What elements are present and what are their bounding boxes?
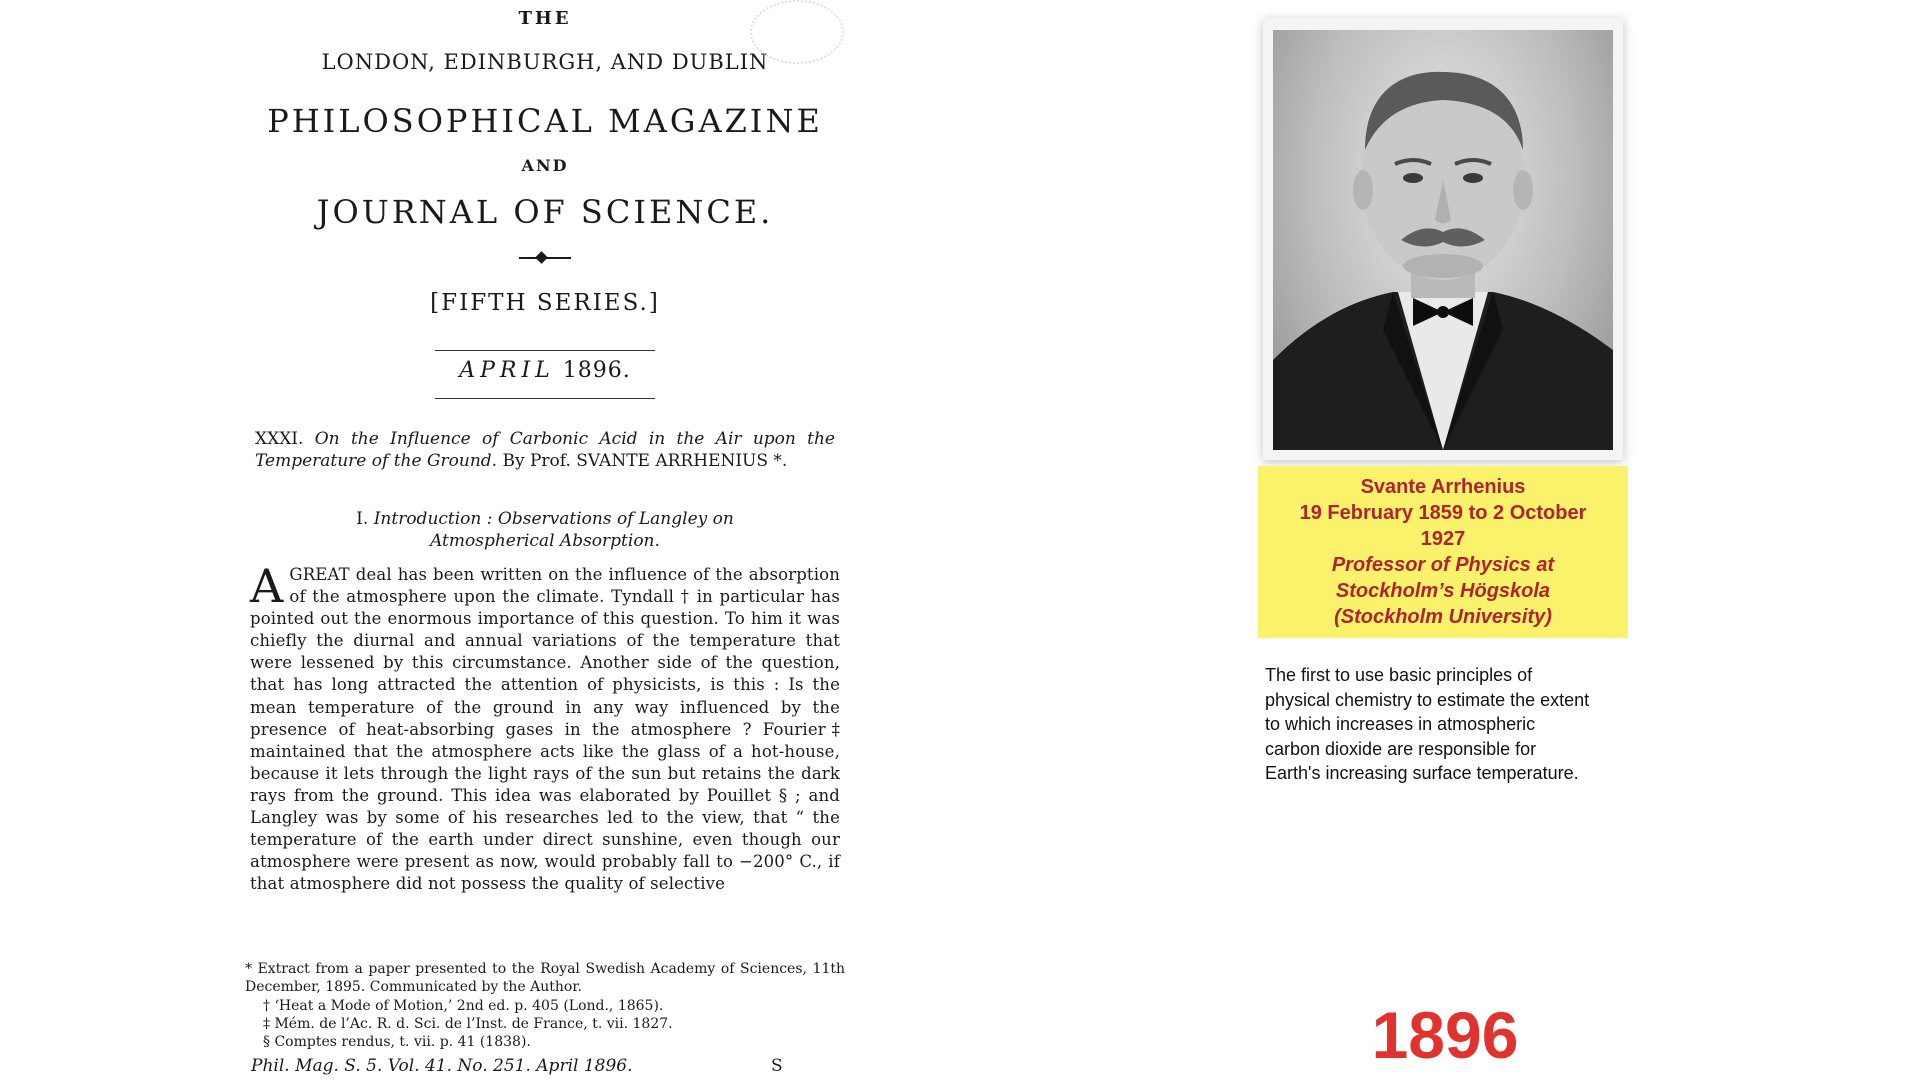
- footnote-section: § Comptes rendus, t. vii. p. 41 (1838).: [263, 1034, 531, 1050]
- section-number: I.: [356, 509, 369, 529]
- journal-title-science: JOURNAL OF SCIENCE.: [316, 193, 774, 231]
- rule-top: [435, 350, 655, 351]
- portrait-photo: [1273, 30, 1613, 450]
- rule-bottom: [435, 398, 655, 399]
- journal-series: [FIFTH SERIES.]: [430, 290, 660, 316]
- description-text: The first to use basic principles of physical chemistry to estimate the extent to which increases in atmospheric carbon dioxide are responsible for Earth's increasing surface temperature.: [1265, 665, 1590, 783]
- year-label: 1896: [1371, 998, 1519, 1072]
- caption-role-line-3: (Stockholm University): [1334, 606, 1552, 628]
- article-number: XXXI.: [255, 429, 304, 449]
- journal-and: AND: [521, 156, 569, 175]
- drop-cap: A: [250, 559, 284, 613]
- article-body: [250, 559, 840, 895]
- journal-the: THE: [518, 8, 572, 29]
- article-author: By Prof. SVANTE ARRHENIUS *.: [502, 451, 788, 471]
- caption-dates-line-2: 1927: [1420, 528, 1466, 550]
- footnote-dagger: † ‘Heat a Mode of Motion,’ 2nd ed. p. 405 (Lond., 1865).: [263, 998, 664, 1014]
- journal-footer-text: Phil. Mag. S. 5. Vol. 41. No. 251. April 1896.: [251, 1056, 633, 1076]
- journal-date: [245, 358, 845, 383]
- section-heading: [305, 508, 785, 552]
- article-body-text: GREAT deal has been written on the influence of the absorption of the atmosphere upon the climate. Tyndall † in particular has pointed out the enormous importance of this question. To him it was chiefly the diurnal and annual variations of the temperature that were lessened by this circumstance. Another side of the question, that has long attracted the attention of physicists, is this : Is the mean temperature of the ground in any way influenced by the presence of heat-absorbing gases in the atmosphere ? Fourier‡ maintained that the atmosphere acts like the glass of a hot-house, because it lets through the light rays of the sun but retains the dark rays from the ground. This idea was elaborated by Pouillet § ; and Langley was by some of his researches led to the view, that “ the temperature of the earth under direct sunshine, even though our atmosphere were present as now, would probably fall to −200° C., if that atmosphere did not possess the quality of selective: [250, 565, 840, 894]
- footnote-double-dagger: ‡ Mém. de l’Ac. R. d. Sci. de l’Inst. de France, t. vii. 1827.: [263, 1016, 673, 1032]
- portrait-illustration: [1273, 30, 1613, 450]
- article-heading: [255, 428, 835, 472]
- portrait-frame: [1263, 18, 1623, 460]
- library-stamp: [750, 0, 844, 64]
- journal-date-year: 1896.: [562, 358, 631, 383]
- section-title: Introduction : Observations of Langley on Atmospherical Absorption.: [373, 509, 734, 551]
- caption-role-line-2: Stockholm’s Högskola: [1335, 580, 1551, 602]
- ornament-divider: [519, 257, 571, 259]
- caption-name: Svante Arrhenius: [1360, 476, 1526, 498]
- article-title: On the Influence of Carbonic Acid in the Air upon the Temperature of the Ground.: [255, 429, 835, 471]
- journal-page-scan: [245, 0, 845, 1080]
- journal-publisher-line: LONDON, EDINBURGH, AND DUBLIN: [321, 50, 769, 74]
- journal-footer-signature: S: [771, 1056, 783, 1076]
- journal-title-philosophical: PHILOSOPHICAL MAGAZINE: [267, 102, 823, 140]
- journal-footer: [251, 1056, 791, 1076]
- caption-box: [1258, 466, 1628, 638]
- caption-dates-line-1: 19 February 1859 to 2 October: [1299, 502, 1587, 524]
- journal-date-month: APRIL: [459, 358, 555, 383]
- caption-role-line-1: Professor of Physics at: [1331, 554, 1555, 576]
- footnote-star: * Extract from a paper presented to the Royal Swedish Academy of Sciences, 11th December, 1895. Communicated by the Author.: [245, 961, 845, 995]
